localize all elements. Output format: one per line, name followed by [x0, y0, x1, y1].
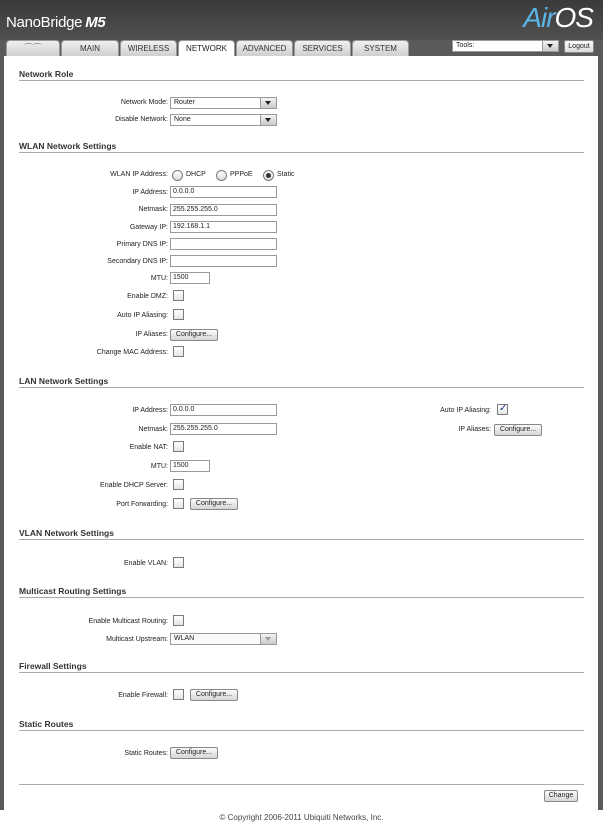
copyright-footer: © Copyright 2006-2011 Ubiquiti Networks, Inc. — [0, 810, 603, 828]
section-divider — [19, 672, 584, 673]
wlan-dmz-label: Enable DMZ: — [127, 293, 168, 300]
tab-wireless[interactable]: WIRELESS — [120, 40, 177, 56]
tools-select[interactable] — [452, 40, 559, 52]
wlan-mac-checkbox[interactable] — [173, 346, 184, 357]
wlan-ip-input[interactable]: 0.0.0.0 — [170, 186, 277, 198]
wlan-ip-mode-label: WLAN IP Address: — [110, 171, 168, 178]
ubiquiti-logo-icon: ⌒⌒ — [23, 44, 42, 54]
section-title-vlan: VLAN Network Settings — [19, 528, 114, 538]
multicast-upstream-value: WLAN — [174, 635, 195, 642]
tab-main[interactable]: MAIN — [61, 40, 119, 56]
wlan-aliases-label: IP Aliases: — [135, 331, 168, 338]
section-divider — [19, 152, 584, 153]
chevron-down-icon — [260, 115, 276, 125]
change-button[interactable]: Change — [544, 790, 578, 802]
airos-logo-air: Air — [523, 2, 555, 33]
section-title-lan: LAN Network Settings — [19, 376, 109, 386]
section-divider — [19, 539, 584, 540]
lan-pf-checkbox[interactable] — [173, 498, 184, 509]
lan-nat-label: Enable NAT: — [129, 444, 168, 451]
lan-ip-input[interactable]: 0.0.0.0 — [170, 404, 277, 416]
wlan-pppoe-radio[interactable] — [216, 170, 227, 181]
wlan-dmz-checkbox[interactable] — [173, 290, 184, 301]
wlan-pppoe-label: PPPoE — [230, 171, 253, 178]
wlan-static-label: Static — [277, 171, 295, 178]
tab-logo[interactable] — [6, 40, 60, 56]
network-mode-select[interactable] — [170, 97, 277, 109]
lan-aliases-configure-button[interactable]: Configure... — [494, 424, 542, 436]
lan-nat-checkbox[interactable] — [173, 441, 184, 452]
section-divider — [19, 387, 584, 388]
wlan-netmask-input[interactable]: 255.255.255.0 — [170, 204, 277, 216]
lan-mtu-label: MTU: — [150, 463, 168, 470]
lan-dhcp-label: Enable DHCP Server: — [100, 482, 168, 489]
section-divider — [19, 730, 584, 731]
disable-network-label: Disable Network: — [115, 116, 168, 123]
wlan-dns1-input[interactable] — [170, 238, 277, 250]
wlan-mtu-input[interactable]: 1500 — [170, 272, 210, 284]
wlan-auto-alias-checkbox[interactable] — [173, 309, 184, 320]
lan-netmask-label: Netmask: — [138, 426, 168, 433]
lan-dhcp-checkbox[interactable] — [173, 479, 184, 490]
wlan-mtu-label: MTU: — [150, 275, 168, 282]
wlan-dns1-label: Primary DNS IP: — [116, 241, 168, 248]
static-routes-configure-button[interactable]: Configure... — [170, 747, 218, 759]
disable-network-select[interactable] — [170, 114, 277, 126]
wlan-mac-label: Change MAC Address: — [96, 349, 168, 356]
vlan-enable-checkbox[interactable] — [173, 557, 184, 568]
tab-advanced[interactable]: ADVANCED — [236, 40, 293, 56]
wlan-dhcp-label: DHCP — [186, 171, 206, 178]
section-title-multicast: Multicast Routing Settings — [19, 586, 127, 596]
multicast-upstream-select[interactable] — [170, 633, 277, 645]
app-header — [0, 0, 603, 40]
firewall-enable-checkbox[interactable] — [173, 689, 184, 700]
tab-network[interactable]: NETWORK — [178, 40, 235, 57]
wlan-auto-alias-label: Auto IP Aliasing: — [117, 312, 168, 319]
wlan-ip-label: IP Address: — [132, 189, 168, 196]
multicast-enable-checkbox[interactable] — [173, 615, 184, 626]
network-mode-label: Network Mode: — [120, 99, 168, 106]
lan-auto-alias-checkbox[interactable] — [497, 404, 508, 415]
network-mode-value: Router — [174, 99, 196, 106]
network-panel — [4, 56, 598, 810]
wlan-dhcp-radio[interactable] — [172, 170, 183, 181]
chevron-down-icon — [260, 98, 276, 108]
firewall-enable-label: Enable Firewall: — [118, 692, 168, 699]
lan-netmask-input[interactable]: 255.255.255.0 — [170, 423, 277, 435]
lan-pf-configure-button[interactable]: Configure... — [190, 498, 238, 510]
wlan-static-radio[interactable] — [263, 170, 274, 181]
chevron-down-icon — [542, 41, 558, 51]
multicast-upstream-label: Multicast Upstream: — [106, 636, 168, 643]
lan-auto-alias-label: Auto IP Aliasing: — [440, 407, 491, 414]
lan-aliases-label: IP Aliases: — [458, 426, 491, 433]
wlan-gateway-label: Gateway IP: — [129, 224, 168, 231]
section-title-network-role: Network Role — [19, 69, 74, 79]
tools-select-value: Tools: — [456, 42, 475, 49]
wlan-aliases-configure-button[interactable]: Configure... — [170, 329, 218, 341]
brand-model: M5 — [85, 14, 106, 31]
wlan-dns2-input[interactable] — [170, 255, 277, 267]
lan-ip-label: IP Address: — [132, 407, 168, 414]
airos-logo — [523, 2, 593, 34]
section-divider — [19, 784, 584, 785]
section-divider — [19, 80, 584, 81]
device-brand — [6, 14, 105, 31]
lan-pf-label: Port Forwarding: — [116, 501, 168, 508]
vlan-enable-label: Enable VLAN: — [124, 560, 168, 567]
firewall-configure-button[interactable]: Configure... — [190, 689, 238, 701]
static-routes-label: Static Routes: — [124, 750, 168, 757]
tab-services[interactable]: SERVICES — [294, 40, 351, 56]
wlan-dns2-label: Secondary DNS IP: — [107, 258, 168, 265]
lan-mtu-input[interactable]: 1500 — [170, 460, 210, 472]
wlan-netmask-label: Netmask: — [138, 206, 168, 213]
wlan-gateway-input[interactable]: 192.168.1.1 — [170, 221, 277, 233]
tab-system[interactable]: SYSTEM — [352, 40, 409, 56]
section-title-firewall: Firewall Settings — [19, 661, 87, 671]
multicast-enable-label: Enable Multicast Routing: — [88, 618, 168, 625]
section-title-wlan: WLAN Network Settings — [19, 141, 117, 151]
chevron-down-icon — [260, 634, 276, 644]
disable-network-value: None — [174, 116, 191, 123]
section-divider — [19, 597, 584, 598]
airos-logo-os: OS — [554, 2, 593, 33]
logout-button[interactable]: Logout — [564, 40, 594, 53]
brand-name: NanoBridge — [6, 14, 83, 31]
section-title-static-routes: Static Routes — [19, 719, 74, 729]
